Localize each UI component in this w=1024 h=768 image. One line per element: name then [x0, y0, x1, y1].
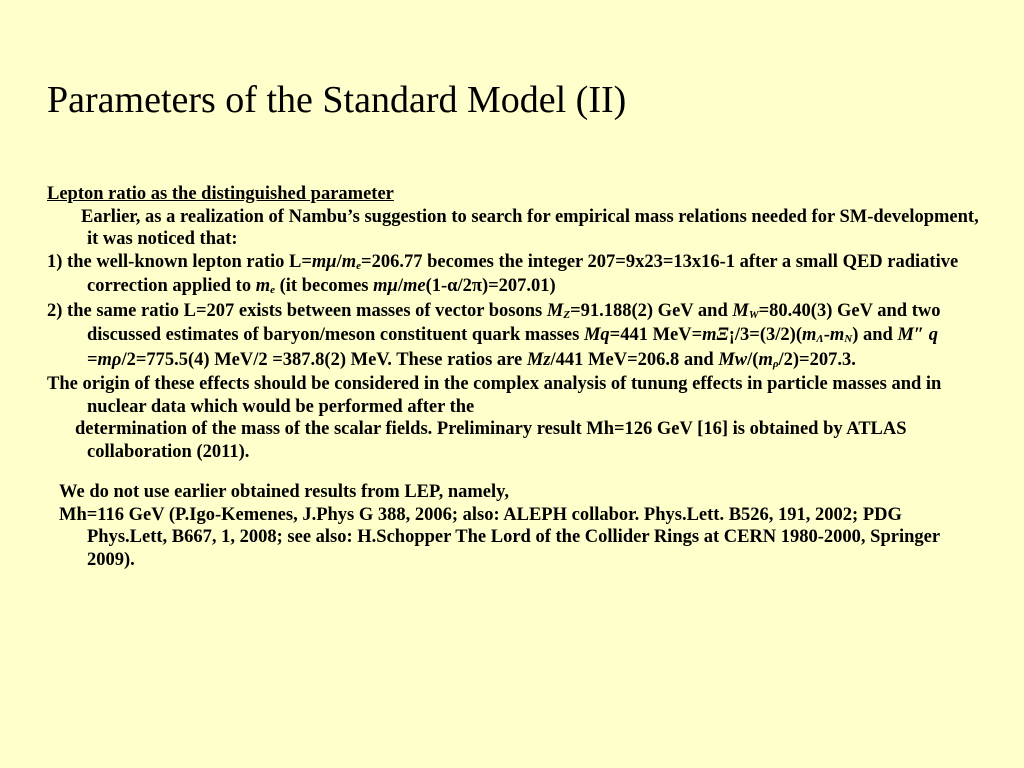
- text-span: mμ: [373, 276, 398, 296]
- text-span: M: [546, 300, 564, 321]
- paragraph-lepton-ratio: [47, 251, 982, 300]
- text-span: 1) the well-known lepton ratio L=: [47, 251, 312, 272]
- text-span: 2) the same ratio L=207 exists between masses of vector bosons: [47, 300, 547, 321]
- text-span: m: [341, 251, 357, 272]
- spacer: [47, 463, 982, 481]
- subscript: e: [270, 284, 275, 296]
- text-span: ¡: [728, 325, 735, 345]
- text-span: M: [732, 300, 749, 321]
- paragraph-lep: We do not use earlier obtained results from LEP, namely,: [59, 482, 510, 502]
- text-span: m: [801, 325, 817, 345]
- text-span: mΞ: [702, 325, 729, 345]
- subscript: W: [748, 308, 759, 321]
- text-span: /3=(3/2)(: [734, 325, 802, 345]
- text-span: Mz: [526, 349, 551, 370]
- text-span: Mw: [718, 349, 748, 370]
- text-span: /2)=207.3.: [778, 349, 856, 370]
- text-span: =441 MeV=: [609, 325, 703, 345]
- paragraph-mh-116: Mh=116 GeV (P.Igo-Kemenes, J.Phys G 388, 2006; also: ALEPH collabor. Phys.Lett. B526, 191, 2002; PDG Phys.Lett, B667, 1, 2008; see also: H.Schopper The Lord of the Collider Rings at CERN 1980-2000, Springer 2009).: [59, 504, 940, 570]
- subheading: Lepton ratio as the distinguished parameter: [47, 184, 394, 204]
- text-span: /2=775.5(4) MeV/2 =387.8(2) MeV. These ratios are: [121, 349, 527, 370]
- text-span: (it becomes: [275, 276, 374, 296]
- text-span: mμ: [311, 251, 337, 272]
- text-span: m: [758, 349, 773, 370]
- text-span: M″ q: [897, 325, 939, 345]
- text-span: =206.77 becomes the integer 207=9x23=13x16-1 after a small QED radiative correction applied to: [87, 251, 959, 296]
- paragraph-vector-bosons: [47, 300, 982, 374]
- text-span: =91.188(2) GeV and: [570, 300, 733, 321]
- text-span: Mq: [583, 325, 610, 345]
- subscript: N: [844, 333, 853, 345]
- slide-body: [47, 183, 982, 571]
- text-span: ) and: [852, 325, 898, 345]
- text-span: =: [87, 349, 98, 370]
- text-span: /(: [747, 349, 759, 370]
- text-span: -: [823, 325, 830, 345]
- paragraph-determination: determination of the mass of the scalar fields. Preliminary result Mh=126 GeV [16] is obtained by ATLAS collaboration (2011).: [75, 419, 907, 462]
- text-span: /441 MeV=206.8 and: [550, 349, 719, 370]
- text-span: (1-α/2π)=207.01): [425, 276, 556, 296]
- text-span: /: [397, 276, 403, 296]
- text-span: m: [829, 325, 845, 345]
- paragraph-origin: The origin of these effects should be considered in the complex analysis of tunung effects in particle masses and in nuclear data which would be performed after the: [47, 374, 942, 417]
- text-span: mρ: [97, 349, 122, 370]
- text-span: /: [336, 251, 342, 272]
- subscript: Z: [563, 308, 571, 321]
- paragraph-earlier: Earlier, as a realization of Nambu’s suggestion to search for empirical mass relations needed for SM-development, it was noticed that:: [81, 206, 979, 249]
- text-span: m: [255, 276, 271, 296]
- subscript: e: [356, 259, 362, 272]
- slide-title: Parameters of the Standard Model (II): [47, 79, 627, 121]
- text-span: =80.40(3) GeV and two discussed estimates of baryon/meson constituent quark masses: [87, 300, 941, 345]
- subscript: Λ: [816, 333, 824, 345]
- subscript: ρ: [772, 357, 779, 370]
- text-span: me: [402, 276, 426, 296]
